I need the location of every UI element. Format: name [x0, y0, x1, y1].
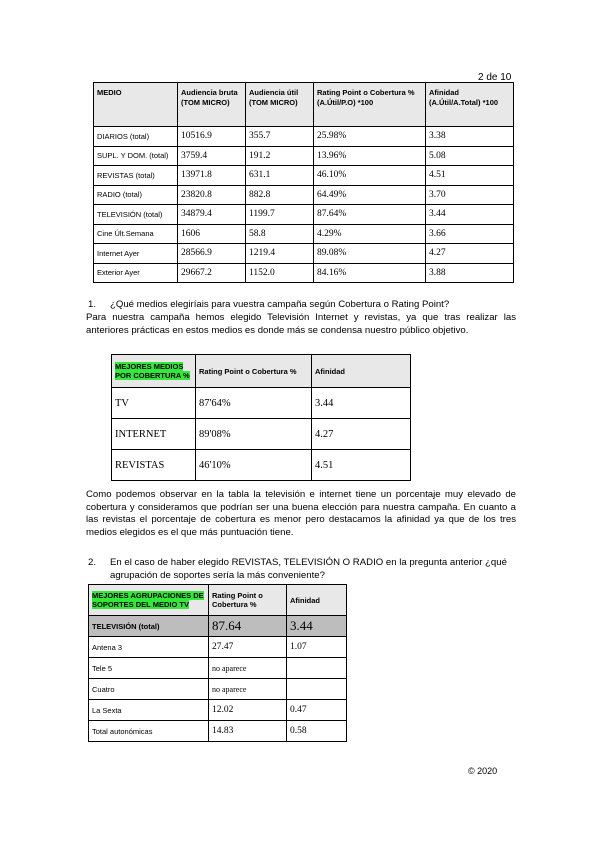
cell: 46.10%	[314, 166, 426, 186]
row-label: Cine Últ.Semana	[94, 224, 178, 244]
tv-support-groupings-table	[88, 584, 347, 742]
cell: 3759.4	[178, 146, 246, 166]
table-header-row	[112, 355, 411, 388]
row-label: Internet Ayer	[94, 244, 178, 264]
cell: 3.44	[312, 388, 411, 419]
cell: 87.64%	[314, 205, 426, 225]
cell: 29667.2	[178, 263, 246, 283]
cell: 12.02	[209, 700, 287, 721]
header-cell	[89, 585, 209, 616]
header-cell: Audiencia bruta (TOM MICRO)	[178, 83, 246, 127]
cell: 3.66	[426, 224, 514, 244]
cell: 27.47	[209, 637, 287, 658]
cell: 3.44	[426, 205, 514, 225]
cell: 3.88	[426, 263, 514, 283]
table-row	[94, 146, 514, 166]
page-number: 2 de 10	[478, 72, 512, 83]
cell: 87'64%	[196, 388, 312, 419]
cell: 882.8	[246, 185, 314, 205]
cell: 1152.0	[246, 263, 314, 283]
cell	[287, 679, 347, 700]
highlighted-header: MEJORES AGRUPACIONES DE SOPORTES DEL MEDIO TV	[92, 591, 204, 609]
table-row-total	[89, 616, 347, 637]
cell: 64.49%	[314, 185, 426, 205]
cell: 1219.4	[246, 244, 314, 264]
question-text: ¿Qué medios elegiríais para vuestra campaña según Cobertura o Rating Point?	[110, 299, 450, 310]
table-row	[94, 244, 514, 264]
analysis-paragraph: Como podemos observar en la tabla la televisión e internet tiene un porcentaje muy elevado de cobertura y consideramos que podrían ser una buena elección para nuestra campaña. En cuanto a las revistas el porcentaje de cobertura es menor pero destacamos la afinidad ya que de los tres medios elegidos es el que más puntuación tiene.	[86, 489, 516, 538]
cell: 28566.9	[178, 244, 246, 264]
table-row	[94, 224, 514, 244]
media-audience-table	[93, 82, 514, 283]
row-label: TV	[112, 388, 196, 419]
row-label: INTERNET	[112, 419, 196, 450]
question-1	[86, 299, 516, 312]
cell: 4.27	[312, 419, 411, 450]
cell: 84.16%	[314, 263, 426, 283]
cell	[287, 658, 347, 679]
table-row	[112, 388, 411, 419]
cell: no aparece	[209, 658, 287, 679]
question-number: 2.	[88, 557, 97, 568]
header-cell: Rating Point o Cobertura %	[196, 355, 312, 388]
row-label: RADIO (total)	[94, 185, 178, 205]
table-row	[89, 637, 347, 658]
cell: 1.07	[287, 637, 347, 658]
cell: 25.98%	[314, 127, 426, 147]
header-cell: Afinidad (A.Útil/A.Total) *100	[426, 83, 514, 127]
cell: 1606	[178, 224, 246, 244]
table-row	[94, 205, 514, 225]
cell: 13.96%	[314, 146, 426, 166]
cell: 3.44	[287, 616, 347, 637]
header-cell: Audiencia útil (TOM MICRO)	[246, 83, 314, 127]
answer-paragraph-1: Para nuestra campaña hemos elegido Televisión Internet y revistas, ya que tras realizar las anteriores prácticas en estos medios es donde más se condensa nuestro público objetivo.	[86, 312, 516, 336]
best-media-coverage-table	[111, 354, 411, 481]
table-row	[89, 721, 347, 742]
row-label: La Sexta	[89, 700, 209, 721]
cell: 0.47	[287, 700, 347, 721]
row-label: Antena 3	[89, 637, 209, 658]
cell: 13971.8	[178, 166, 246, 186]
table-row	[89, 679, 347, 700]
cell: 4.29%	[314, 224, 426, 244]
header-cell: Afinidad	[312, 355, 411, 388]
cell: 10516.9	[178, 127, 246, 147]
cell: 23820.8	[178, 185, 246, 205]
header-cell: MEDIO	[94, 83, 178, 127]
cell: 14.83	[209, 721, 287, 742]
table-row	[112, 419, 411, 450]
row-label: DIARIOS (total)	[94, 127, 178, 147]
header-cell: Rating Point o Cobertura % (A.Útil/P.O) *100	[314, 83, 426, 127]
row-label: REVISTAS (total)	[94, 166, 178, 186]
table-header-row	[94, 83, 514, 127]
question-text-line-2: agrupación de soportes sería la más conveniente?	[110, 569, 325, 581]
row-label: TELEVISIÓN (total)	[89, 616, 209, 637]
cell: 4.51	[426, 166, 514, 186]
table-row	[94, 166, 514, 186]
row-label: Cuatro	[89, 679, 209, 700]
cell: 191.2	[246, 146, 314, 166]
cell: 1199.7	[246, 205, 314, 225]
table-row	[89, 700, 347, 721]
table-header-row	[89, 585, 347, 616]
table-row	[89, 658, 347, 679]
cell: 3.70	[426, 185, 514, 205]
header-cell: Rating Point o Cobertura %	[209, 585, 287, 616]
header-cell: Afinidad	[287, 585, 347, 616]
cell: 58.8	[246, 224, 314, 244]
cell: 5.08	[426, 146, 514, 166]
question-2	[86, 557, 516, 582]
cell: 0.58	[287, 721, 347, 742]
question-text-line-1: En el caso de haber elegido REVISTAS, TELEVISIÓN O RADIO en la pregunta anterior ¿qué	[110, 557, 507, 568]
table-row	[94, 263, 514, 283]
row-label: REVISTAS	[112, 450, 196, 481]
row-label: Exterior Ayer	[94, 263, 178, 283]
cell: 3.38	[426, 127, 514, 147]
cell: 4.27	[426, 244, 514, 264]
row-label: Total autonómicas	[89, 721, 209, 742]
table-row	[112, 450, 411, 481]
cell: 89'08%	[196, 419, 312, 450]
copyright-notice: © 2020	[468, 766, 498, 776]
cell: 46'10%	[196, 450, 312, 481]
cell: 89.08%	[314, 244, 426, 264]
cell: 631.1	[246, 166, 314, 186]
row-label: Tele 5	[89, 658, 209, 679]
cell: 4.51	[312, 450, 411, 481]
question-number: 1.	[88, 299, 97, 310]
cell: 355.7	[246, 127, 314, 147]
table-row	[94, 127, 514, 147]
row-label: SUPL. Y DOM. (total)	[94, 146, 178, 166]
cell: no aparece	[209, 679, 287, 700]
header-cell	[112, 355, 196, 388]
cell: 34879.4	[178, 205, 246, 225]
table-row	[94, 185, 514, 205]
highlighted-header: MEJORES MEDIOS POR COBERTURA %	[115, 362, 190, 380]
row-label: TELEVISIÓN (total)	[94, 205, 178, 225]
cell: 87.64	[209, 616, 287, 637]
